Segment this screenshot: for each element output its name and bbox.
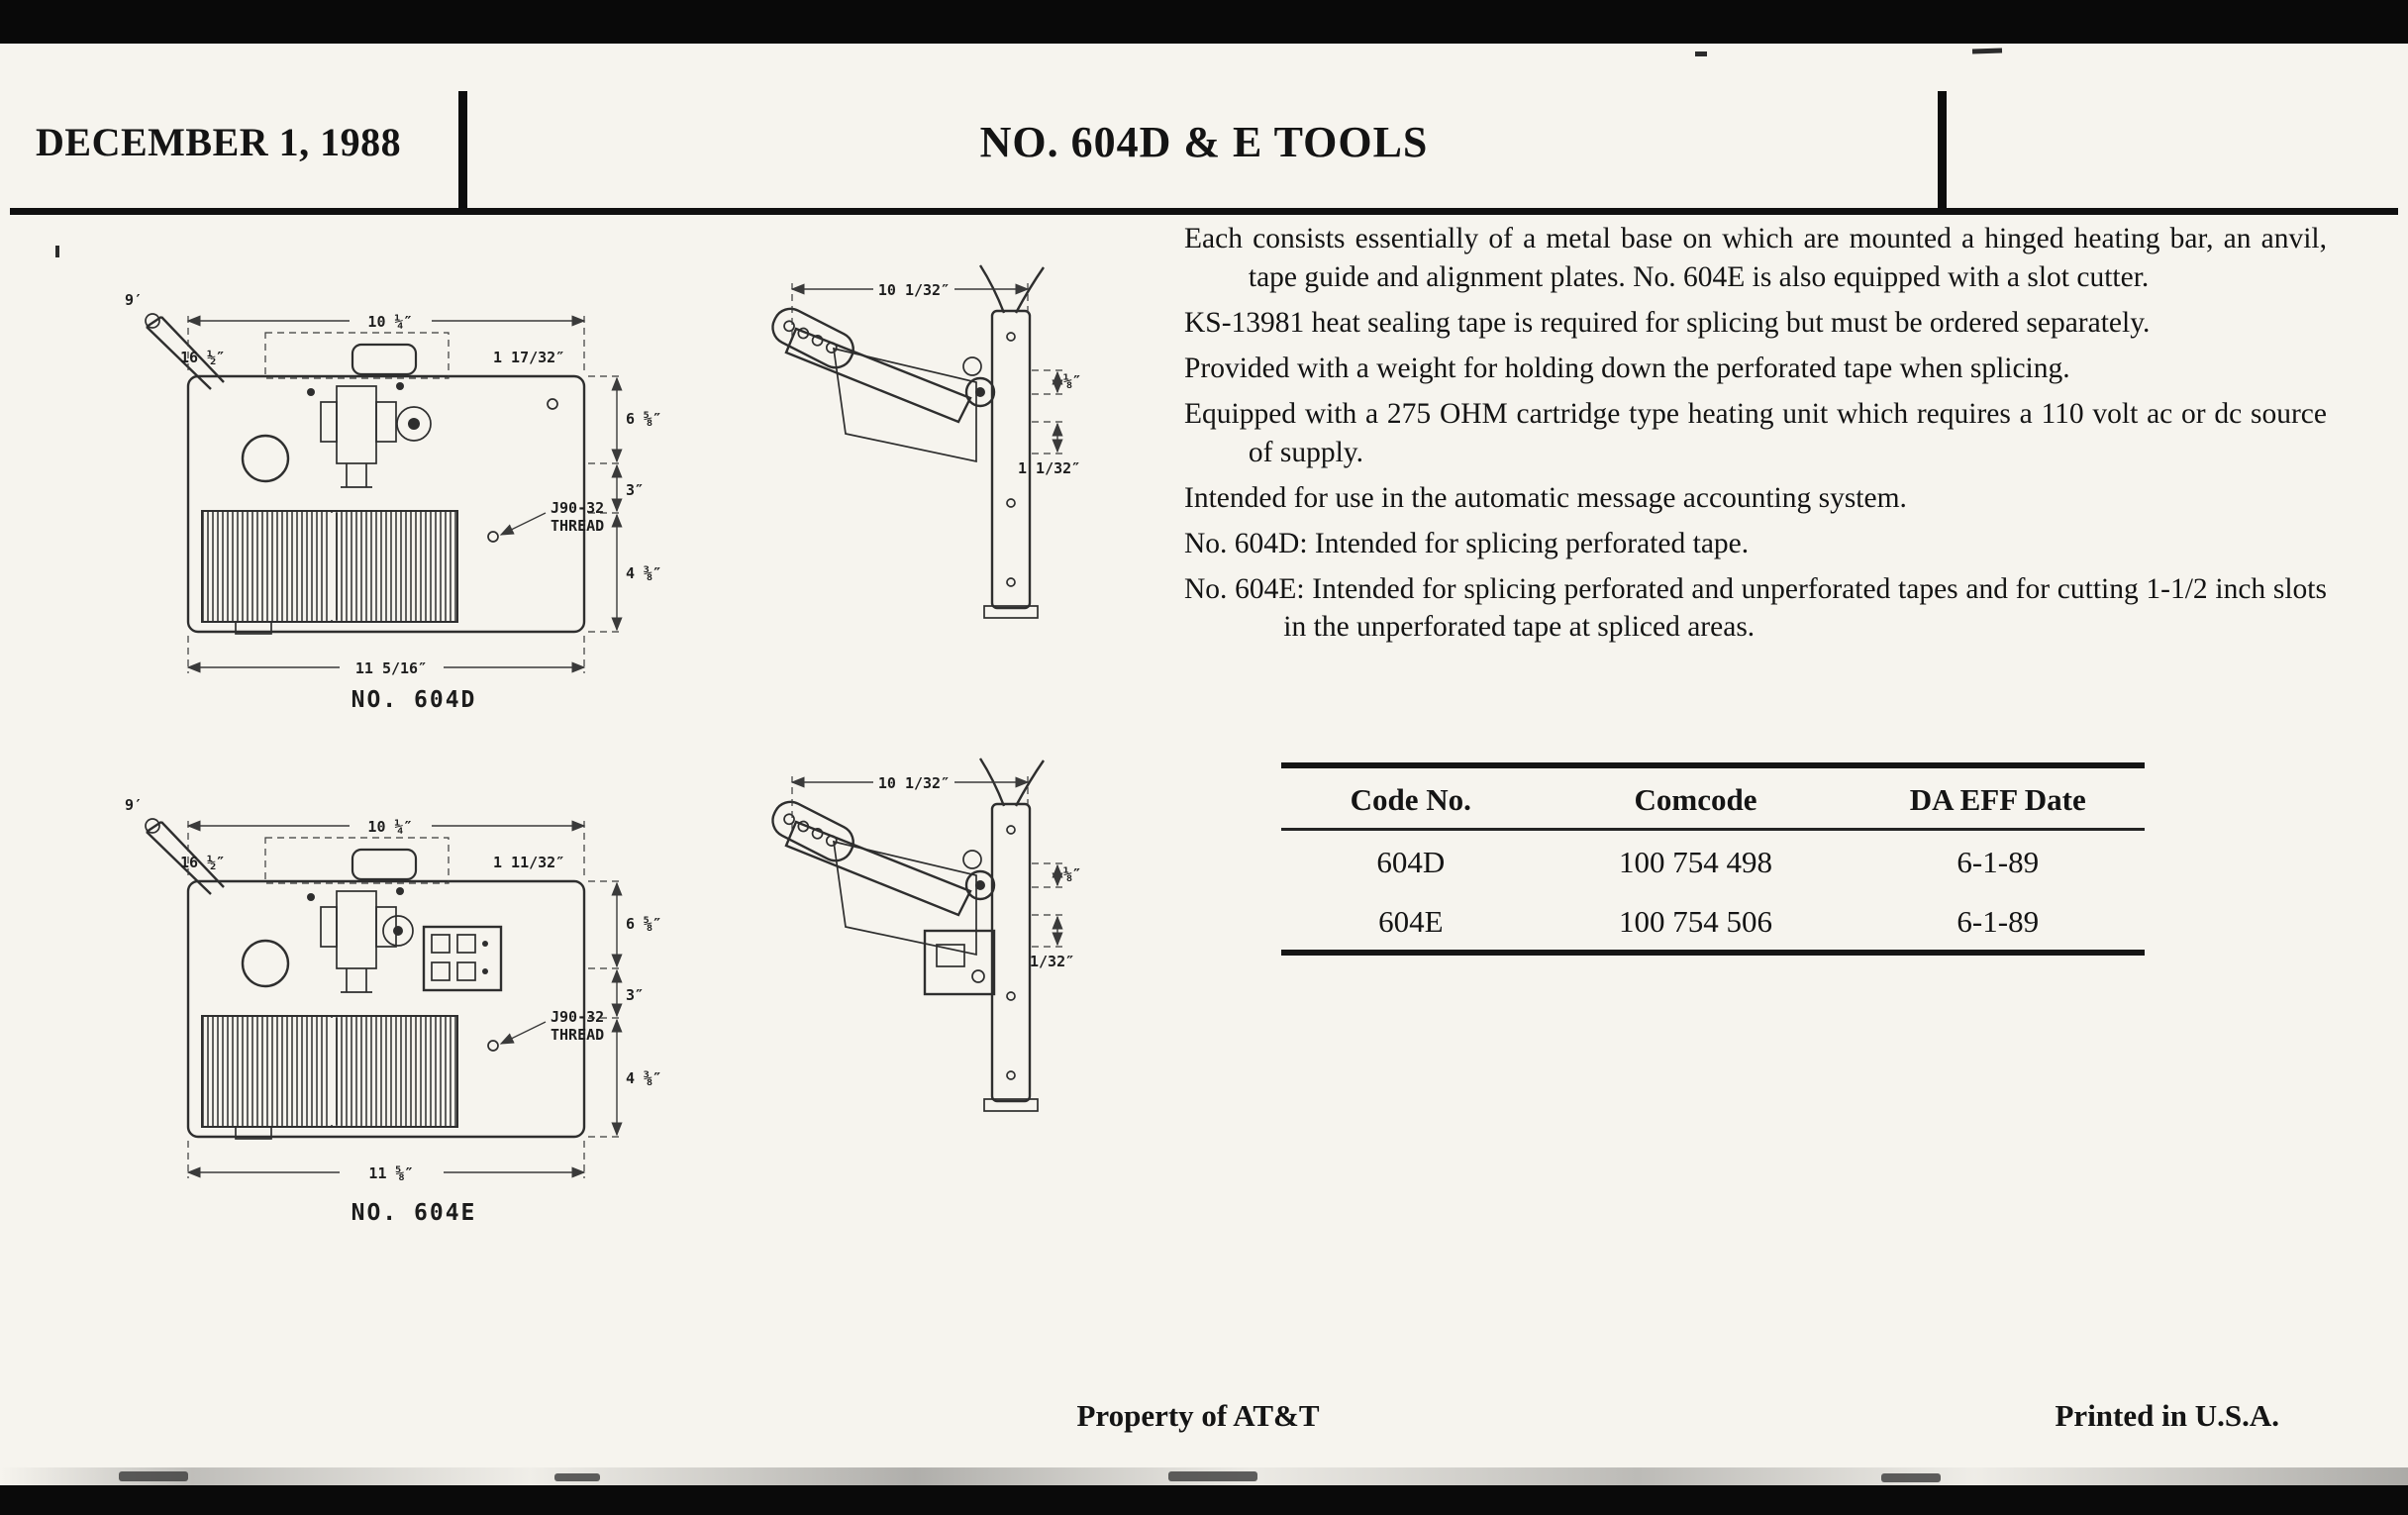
body-paragraph: Equipped with a 275 OHM cartridge type heating unit which requires a 110 volt ac or dc source of supply. — [1184, 397, 2327, 468]
dim-top: 10 1/32″ — [877, 774, 951, 792]
thread-callout-line1: J90-32 — [551, 499, 605, 517]
dim-right-a: 6 ⅝″ — [626, 410, 662, 428]
body-paragraph: Intended for use in the automatic message accounting system. — [1184, 481, 1907, 514]
scan-bottom-black-bar — [0, 1485, 2408, 1515]
table-row — [1281, 890, 2145, 953]
dim-right-a: ⅛″ — [1063, 865, 1082, 883]
col-header-da-eff-date: DA EFF Date — [1852, 765, 2146, 830]
fig-604d-top-svg — [117, 275, 711, 703]
scan-smudge — [1881, 1473, 1941, 1482]
body-paragraph: No. 604E: Intended for splicing perforated and unperforated tapes and for cutting 1-1/2 inch slots in the unperforated tape at spliced areas. — [1184, 572, 2327, 644]
cell-code: 604D — [1376, 845, 1446, 879]
page-title: NO. 604D & E TOOLS — [979, 118, 1429, 166]
scan-top-black-bar — [0, 0, 2408, 44]
figure-label-604e: NO. 604E — [351, 1200, 477, 1226]
col-header-code-no: Code No. — [1281, 765, 1541, 830]
scan-smudge — [119, 1471, 188, 1481]
col-header-comcode: Comcode — [1541, 765, 1852, 830]
fig-604e-top-svg — [117, 780, 711, 1208]
dim-right-a: 6 ⅝″ — [626, 915, 662, 933]
body-paragraph: KS-13981 heat sealing tape is required for splicing but must be ordered separately. — [1184, 306, 2151, 339]
dim-right-b: 3″ — [626, 986, 645, 1004]
dim-small-left: 16 ½″ — [180, 349, 226, 366]
dimension-lines — [792, 774, 1081, 970]
thread-callout-line2: THREAD — [551, 517, 605, 535]
header-divider-bar-left — [458, 91, 467, 212]
scan-mark — [1695, 51, 1707, 56]
dim-bottom: 11 ⅝″ — [368, 1164, 414, 1182]
cell-code: 604E — [1378, 904, 1444, 939]
thread-callout-line2: THREAD — [551, 1026, 605, 1044]
document-date: DECEMBER 1, 1988 — [36, 120, 402, 164]
footer-printed-notice: Printed in U.S.A. — [2055, 1398, 2279, 1433]
body-paragraph: Provided with a weight for holding down the perforated tape when splicing. — [1184, 352, 2070, 384]
dim-right-b: 1 1/32″ — [1018, 459, 1081, 477]
cell-comcode: 100 754 506 — [1619, 904, 1773, 939]
dim-right-b: 1/32″ — [1030, 953, 1075, 970]
dim-top: 10 1/32″ — [877, 281, 951, 299]
table-row — [1281, 830, 2145, 891]
dim-right-c: 4 ⅜″ — [626, 1069, 662, 1087]
figure-604d-top-view — [117, 275, 711, 703]
figure-604e-top-view — [117, 780, 711, 1208]
dim-handle: 9′ — [125, 796, 144, 814]
body-paragraph: No. 604D: Intended for splicing perforated tape. — [1184, 527, 1750, 559]
thread-callout-line1: J90-32 — [551, 1008, 605, 1026]
figure-604d-side-view — [735, 253, 1091, 620]
dim-small-right: 1 11/32″ — [493, 854, 565, 871]
dimension-lines — [792, 281, 1081, 477]
figure-label-604d: NO. 604D — [351, 687, 477, 713]
description-text-block — [1184, 220, 2327, 654]
scan-smudge — [554, 1473, 600, 1481]
dim-top: 10 ¼″ — [367, 313, 413, 331]
scan-mark — [1972, 48, 2002, 53]
scan-mark — [55, 246, 59, 257]
side-view-body — [767, 758, 1044, 1111]
body-paragraph: Each consists essentially of a metal base on which are mounted a hinged heating bar, an anvil, tape guide and alignment plates. No. 604E is also equipped with a slot cutter. — [1184, 223, 2327, 293]
dim-right-b: 3″ — [626, 481, 645, 499]
dim-small-right: 1 17/32″ — [493, 349, 565, 366]
footer-property-notice: Property of AT&T — [1076, 1398, 1320, 1433]
header-rule — [10, 208, 2398, 215]
fig-604e-side-svg — [735, 747, 1091, 1113]
scan-smudge — [1168, 1471, 1257, 1481]
side-view-body — [767, 265, 1044, 618]
dim-right-c: 4 ⅜″ — [626, 564, 662, 582]
cell-date: 6-1-89 — [1956, 845, 2040, 879]
dim-small-left: 16 ½″ — [180, 854, 226, 871]
code-comcode-table — [1281, 762, 2145, 956]
base-plate — [188, 881, 584, 1139]
cell-date: 6-1-89 — [1956, 904, 2040, 939]
cell-comcode: 100 754 498 — [1619, 845, 1773, 879]
table-header-row — [1281, 765, 2145, 830]
dim-right-a: ⅛″ — [1063, 372, 1082, 390]
dim-top: 10 ¼″ — [367, 818, 413, 836]
header-divider-bar-right — [1938, 91, 1947, 212]
fig-604d-side-svg — [735, 253, 1091, 620]
heating-bar-mechanism — [265, 838, 449, 992]
base-plate — [188, 376, 584, 634]
dim-bottom: 11 5/16″ — [354, 659, 428, 677]
figure-604e-side-view — [735, 747, 1091, 1113]
slot-cutter-block — [925, 931, 994, 994]
dim-handle: 9′ — [125, 291, 144, 309]
